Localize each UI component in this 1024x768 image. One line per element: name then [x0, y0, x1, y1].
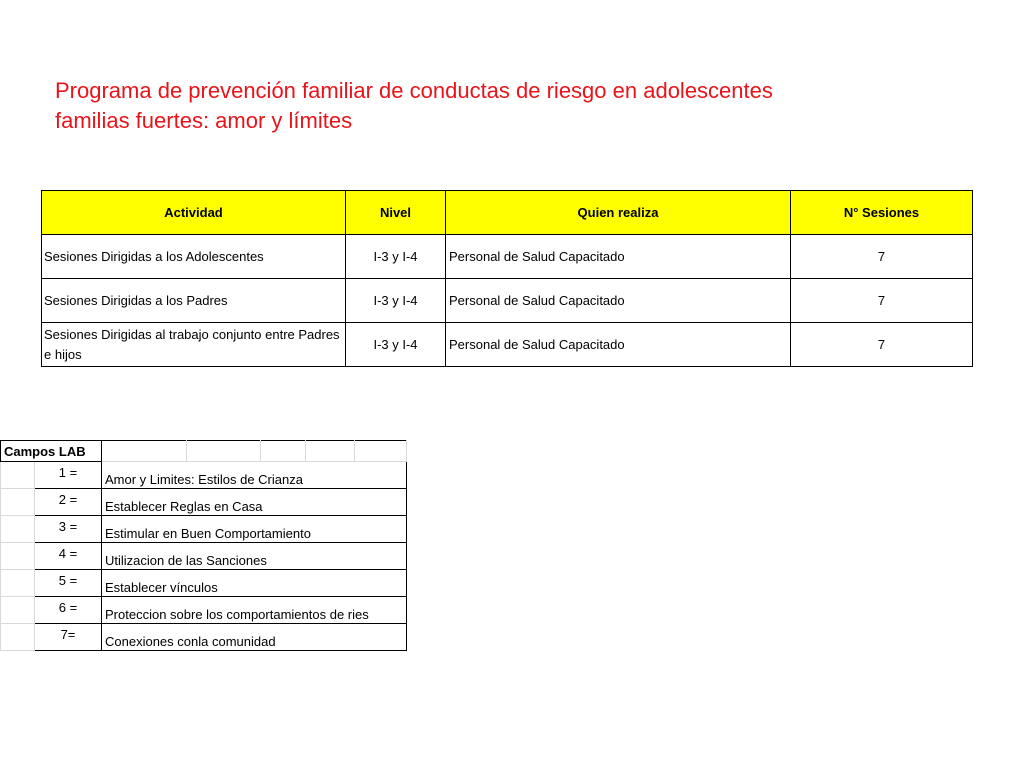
campo-number: 3 = [35, 516, 102, 543]
campo-description: Establecer Reglas en Casa [102, 489, 407, 516]
grid-cell [102, 441, 187, 462]
campo-description: Proteccion sobre los comportamientos de ries [102, 597, 407, 624]
campo-number: 6 = [35, 597, 102, 624]
title-line-2: familias fuertes: amor y límites [55, 108, 353, 133]
table-row [42, 323, 973, 367]
grid-cell [1, 489, 35, 516]
grid-cell [1, 516, 35, 543]
campo-description: Utilizacion de las Sanciones [102, 543, 407, 570]
list-item [1, 516, 407, 543]
campos-lab-table [0, 440, 407, 651]
cell-actividad: Sesiones Dirigidas a los Padres [42, 279, 346, 323]
campo-number: 1 = [35, 462, 102, 489]
title-line-1: Programa de prevención familiar de conductas de riesgo en adolescentes [55, 78, 773, 103]
campo-number: 4 = [35, 543, 102, 570]
grid-cell [187, 441, 261, 462]
campo-description: Conexiones conla comunidad [102, 624, 407, 651]
list-item [1, 489, 407, 516]
cell-quien: Personal de Salud Capacitado [446, 279, 791, 323]
cell-quien: Personal de Salud Capacitado [446, 235, 791, 279]
table-row [42, 235, 973, 279]
header-quien-realiza: Quien realiza [446, 191, 791, 235]
grid-cell [306, 441, 355, 462]
grid-cell [261, 441, 306, 462]
header-sesiones: N° Sesiones [791, 191, 973, 235]
campo-description: Estimular en Buen Comportamiento [102, 516, 407, 543]
campo-number: 7= [35, 624, 102, 651]
cell-sesiones: 7 [791, 323, 973, 367]
table-row [42, 279, 973, 323]
list-item [1, 624, 407, 651]
cell-quien: Personal de Salud Capacitado [446, 323, 791, 367]
cell-sesiones: 7 [791, 279, 973, 323]
header-actividad: Actividad [42, 191, 346, 235]
grid-cell [1, 462, 35, 489]
campo-number: 5 = [35, 570, 102, 597]
page-title [55, 76, 773, 136]
cell-actividad: Sesiones Dirigidas al trabajo conjunto entre Padres e hijos [42, 323, 346, 367]
campo-number: 2 = [35, 489, 102, 516]
campo-description: Establecer vínculos [102, 570, 407, 597]
campos-header-row [1, 441, 407, 462]
grid-cell [1, 624, 35, 651]
cell-nivel: I-3 y I-4 [346, 235, 446, 279]
cell-nivel: I-3 y I-4 [346, 323, 446, 367]
list-item [1, 570, 407, 597]
list-item [1, 543, 407, 570]
grid-cell [1, 597, 35, 624]
campos-label: Campos LAB [1, 441, 102, 462]
cell-nivel: I-3 y I-4 [346, 279, 446, 323]
cell-sesiones: 7 [791, 235, 973, 279]
grid-cell [1, 543, 35, 570]
list-item [1, 462, 407, 489]
table-header-row [42, 191, 973, 235]
grid-cell [1, 570, 35, 597]
cell-actividad: Sesiones Dirigidas a los Adolescentes [42, 235, 346, 279]
list-item [1, 597, 407, 624]
campo-description: Amor y Limites: Estilos de Crianza [102, 462, 407, 489]
activities-table [41, 190, 973, 367]
grid-cell [355, 441, 407, 462]
header-nivel: Nivel [346, 191, 446, 235]
